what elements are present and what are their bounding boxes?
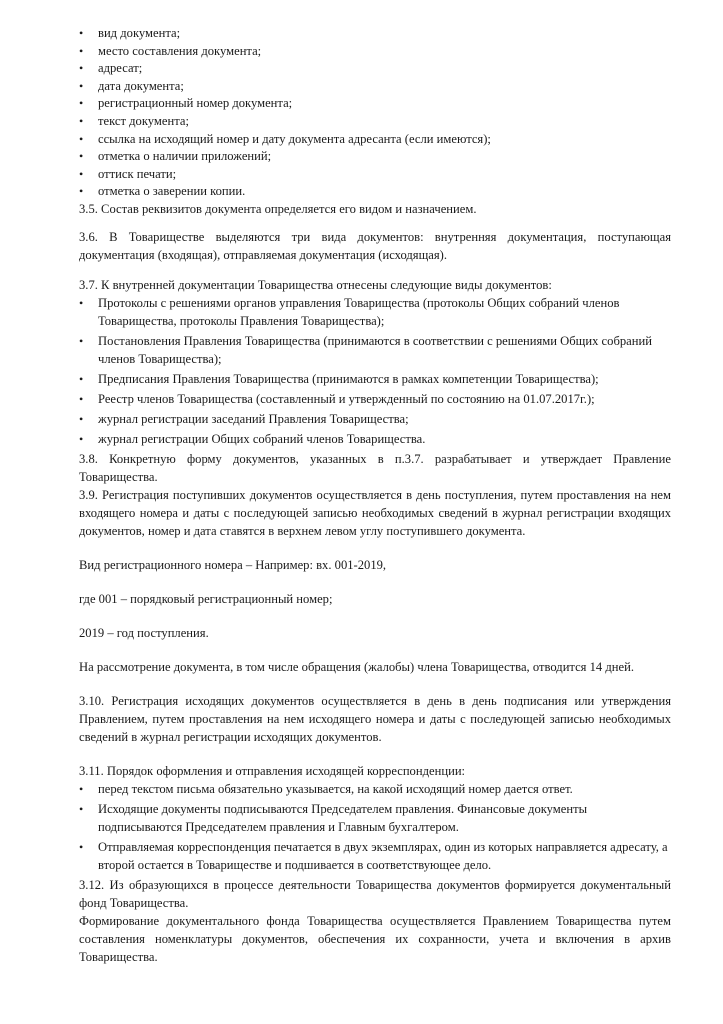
- paragraph-3-11: 3.11. Порядок оформления и отправления исходящей корреспонденции:: [79, 763, 466, 778]
- bullet-icon: •: [79, 333, 84, 348]
- registration-year-explanation: 2019 – год поступления.: [79, 625, 209, 640]
- list-item-text: регистрационный номер документа;: [98, 96, 293, 111]
- list-item-text: Реестр членов Товарищества (составленный и утвержденный по состоянию на 01.07.2017г.);: [98, 391, 595, 406]
- list-item-text: место составления документа;: [98, 43, 262, 58]
- bullet-icon: •: [79, 411, 84, 426]
- paragraph-3-8: 3.8. Конкретную форму документов, указанных в п.3.7. разрабатывает и утверждает Правление Товарищества.: [79, 451, 671, 484]
- list-item: [79, 59, 671, 77]
- list-item: [79, 24, 671, 42]
- list-item: [79, 165, 671, 183]
- list-item: [79, 390, 671, 408]
- list-item: [79, 430, 671, 448]
- list-item: [79, 780, 671, 798]
- list-item-text: Предписания Правления Товарищества (принимаются в рамках компетенции Товарищества);: [98, 371, 599, 386]
- documentary-fund-paragraph: Формирование документального фонда Товарищества осуществляется Правлением Товарищества путем составления номенклатуры документов, обеспечения их сохранности, учета и включения в архив Товарищества.: [79, 913, 671, 964]
- document-body: [79, 24, 671, 966]
- registration-number-format: Вид регистрационного номера – Например: вх. 001-2019,: [79, 557, 387, 572]
- list-item-text: перед текстом письма обязательно указывается, на какой исходящий номер дается ответ.: [98, 781, 573, 796]
- bullet-icon: •: [79, 113, 84, 128]
- paragraph-3-9: 3.9. Регистрация поступивших документов осуществляется в день поступления, путем проставления на нем входящего номера и даты с последующей записью необходимых сведений в журнал регистрации входящих документов, номер и дата ставятся в верхнем левом углу поступившего документа.: [79, 487, 671, 538]
- list-item: [79, 94, 671, 112]
- list-item: [79, 42, 671, 60]
- bullet-icon: •: [79, 149, 84, 164]
- list-item-text: Постановления Правления Товарищества (принимаются в соответствии с решениями Общих собраний членов Товарищества);: [98, 333, 652, 366]
- list-item-text: отметка о заверении копии.: [98, 184, 246, 199]
- bullet-icon: •: [79, 26, 84, 40]
- bullet-icon: •: [79, 295, 84, 310]
- list-item: [79, 182, 671, 200]
- paragraph-3-6: 3.6. В Товариществе выделяются три вида документов: внутренняя документация, поступающая документация (входящая), отправляемая документация (исходящая).: [79, 229, 671, 262]
- paragraph-3-7: 3.7. К внутренней документации Товарищества отнесены следующие виды документов:: [79, 277, 552, 292]
- list-item-text: ссылка на исходящий номер и дату документа адресанта (если имеются);: [98, 131, 491, 146]
- bullet-icon: •: [79, 166, 84, 181]
- list-item: [79, 147, 671, 165]
- list-item: [79, 112, 671, 130]
- bullet-icon: •: [79, 131, 84, 146]
- list-item-text: журнал регистрации заседаний Правления Товарищества;: [98, 411, 409, 426]
- list-item-text: вид документа;: [98, 26, 181, 40]
- outgoing-rules-list: [79, 780, 671, 874]
- list-item: [79, 370, 671, 388]
- list-item: [79, 77, 671, 95]
- list-item: [79, 294, 671, 330]
- bullet-icon: •: [79, 431, 84, 446]
- list-item: [79, 838, 671, 874]
- list-item: [79, 800, 671, 836]
- bullet-icon: •: [79, 839, 84, 854]
- list-item-text: журнал регистрации Общих собраний членов Товарищества.: [98, 431, 426, 446]
- bullet-icon: •: [79, 391, 84, 406]
- paragraph-3-12: 3.12. Из образующихся в процессе деятельности Товарищества документов формируется документальный фонд Товарищества.: [79, 877, 671, 910]
- list-item-text: Отправляемая корреспонденция печатается в двух экземплярах, один из которых направляется адресату, а второй остается в Товариществе и подшивается в соответствующее дело.: [98, 839, 668, 872]
- bullet-icon: •: [79, 96, 84, 111]
- requisites-list: [79, 24, 671, 200]
- paragraph-3-10: 3.10. Регистрация исходящих документов осуществляется в день в день подписания или утверждения Правлением, путем проставления на нем исходящего номера и даты с последующей записью необходимых сведений в журнал регистрации исходящих документов.: [79, 693, 671, 744]
- list-item-text: отметка о наличии приложений;: [98, 149, 272, 164]
- paragraph-3-5: 3.5. Состав реквизитов документа определяется его видом и назначением.: [79, 201, 477, 216]
- list-item-text: Исходящие документы подписываются Председателем правления. Финансовые документы подписываются Председателем правления и Главным бухгалтером.: [98, 801, 588, 834]
- bullet-icon: •: [79, 184, 84, 199]
- list-item-text: оттиск печати;: [98, 166, 177, 181]
- list-item-text: адресат;: [98, 61, 143, 76]
- bullet-icon: •: [79, 61, 84, 76]
- internal-docs-list: [79, 294, 671, 448]
- list-item-text: Протоколы с решениями органов управления Товарищества (протоколы Общих собраний членов Товарищества, протоколы Правления Товарищества);: [98, 295, 620, 328]
- list-item-text: текст документа;: [98, 113, 189, 128]
- list-item: [79, 410, 671, 428]
- bullet-icon: •: [79, 43, 84, 58]
- list-item-text: дата документа;: [98, 78, 184, 93]
- bullet-icon: •: [79, 801, 84, 816]
- registration-number-explanation: где 001 – порядковый регистрационный номер;: [79, 591, 333, 606]
- bullet-icon: •: [79, 781, 84, 796]
- review-period-text: На рассмотрение документа, в том числе обращения (жалобы) члена Товарищества, отводится 14 дней.: [79, 659, 634, 674]
- list-item: [79, 130, 671, 148]
- bullet-icon: •: [79, 371, 84, 386]
- list-item: [79, 332, 671, 368]
- bullet-icon: •: [79, 78, 84, 93]
